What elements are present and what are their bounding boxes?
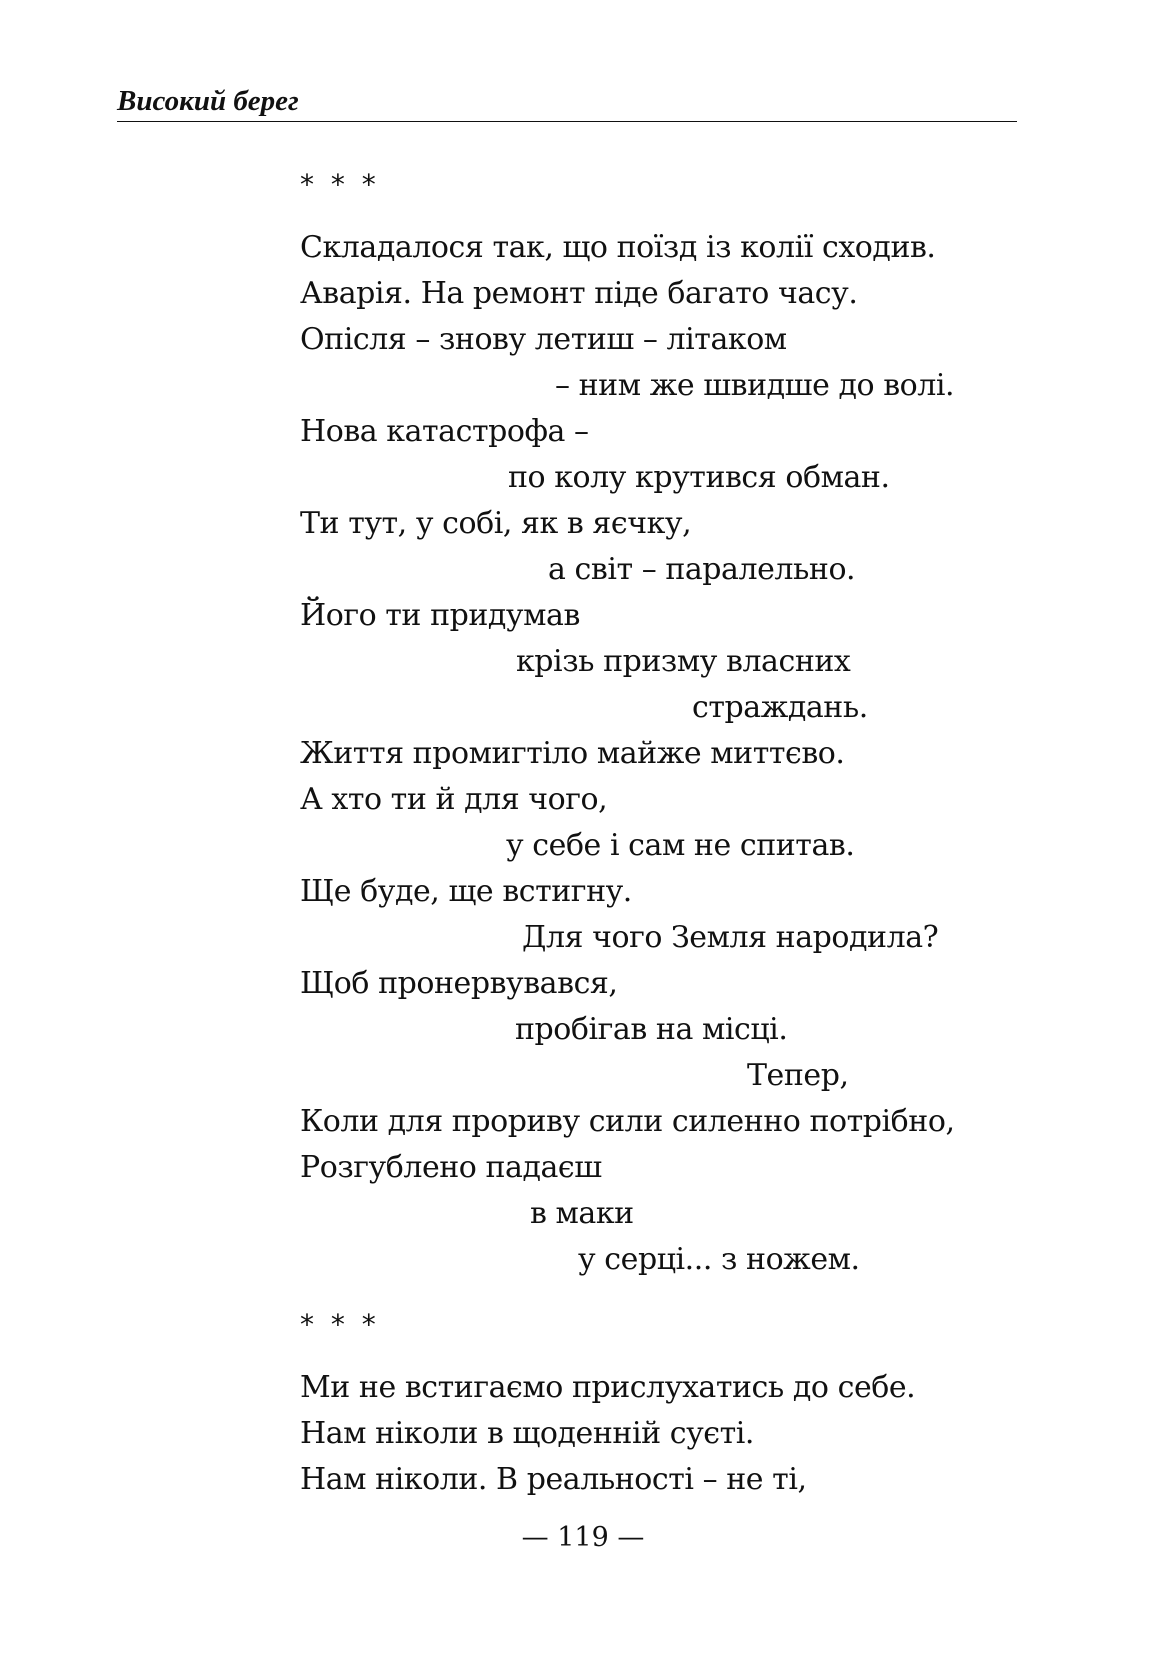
poem-separator: * * * [300,1308,380,1341]
verse-line: Ми не встигаємо прислухатись до себе. [300,1370,916,1405]
verse-line: по колу крутився обман. [508,460,890,495]
verse-line: – ним же швидше до волі. [555,368,955,403]
verse-line: Розгублено падаєш [300,1150,602,1185]
verse-line: А хто ти й для чого, [300,782,608,817]
verse-line: а світ – паралельно. [548,552,856,587]
header-rule [117,121,1017,122]
verse-line: в маки [530,1196,634,1231]
verse-line: у серці... з ножем. [578,1242,860,1277]
verse-line: страждань. [692,690,868,725]
page-number: — 119 — [521,1522,645,1553]
verse-line: Щоб пронервувався, [300,966,618,1001]
verse-line: крізь призму власних [516,644,851,679]
poem-verse [0,1365,1166,1503]
verse-line: Опісля – знову летиш – літаком [300,322,787,357]
verse-line: Нам ніколи в щоденній суєті. [300,1416,755,1451]
running-head: Високий берег [117,85,299,117]
verse-line: у себе і сам не спитав. [506,828,855,863]
poem-separator: * * * [300,168,380,201]
verse-line: Тепер, [747,1058,849,1093]
verse-line: Коли для прориву сили силенно потрібно, [300,1104,955,1139]
verse-line: Нова катастрофа – [300,414,589,449]
verse-line: пробігав на місці. [515,1012,788,1047]
verse-line: Аварія. На ремонт піде багато часу. [300,276,858,311]
poem-verse [0,225,1166,1283]
verse-line: Нам ніколи. В реальності – не ті, [300,1462,807,1497]
verse-line: Складалося так, що поїзд із колії сходив. [300,230,936,265]
verse-line: Для чого Земля народила? [522,920,939,955]
verse-line: Його ти придумав [300,598,580,633]
verse-line: Життя промигтіло майже миттєво. [300,736,845,771]
verse-line: Ти тут, у собі, як в яєчку, [300,506,692,541]
verse-line: Ще буде, ще встигну. [300,874,632,909]
